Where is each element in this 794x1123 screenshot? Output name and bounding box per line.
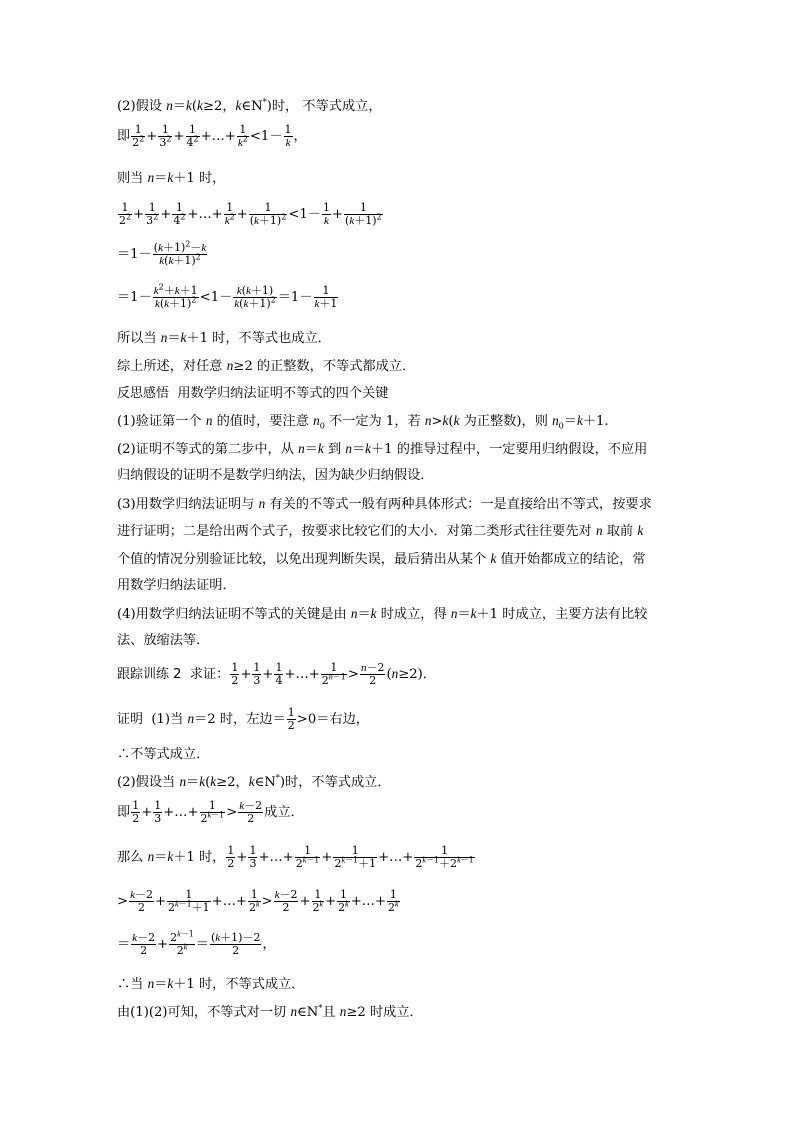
text-line: (2)证明不等式的第二步中，从 n＝k 到 n＝k＋1 的推导过程中，一定要用归纳假设，不应用 xyxy=(117,441,648,457)
text-line: 那么 n＝k＋1 时， $\frac{1}{2}$ + $\frac{1}{3}$ +…+ $\frac{1}{2^{k-1}}$ + $\frac{1}{2^{k-1}+1}$ +…+ $\frac{1}{2^{k-1}+2^{k-1}}$ xyxy=(117,844,474,870)
text-line: 个值的情况分别验证比较，以免出现判断失误，最后猜出从某个 k 值开始都成立的结论，常 xyxy=(117,551,646,567)
text-line: (4)用数学归纳法证明不等式的关键是由 n＝k 时成立，得 n＝k＋1 时成立，主要方法有比较 xyxy=(117,606,648,622)
text-line: (2)假设当 n＝k(k≥2，k∈N*)时，不等式成立． xyxy=(117,773,391,790)
text-line: 由(1)(2)可知，不等式对一切 n∈N*且 n≥2 时成立． xyxy=(117,1003,423,1020)
text-line: 则当 n＝k＋1 时， xyxy=(117,170,226,186)
text-line: ＝ $\frac{k-2}{2}$ + $\frac{2^{k-1}}{2^k}$ ＝ $\frac{(k+1)-2}{2}$ ， xyxy=(117,929,276,957)
text-line: 即 $\frac{1}{2^2}$ + $\frac{1}{3^2}$ + $\frac{1}{4^2}$ +…+ $\frac{1}{k^2}$ <1－ $\frac{1}{k}$ ， xyxy=(117,123,307,149)
text-line: > $\frac{k-2}{2}$ + $\frac{1}{2^{k-1}+1}$ +…+ $\frac{1}{2^k}$ > $\frac{k-2}{2}$ + $\frac{1}{2^k}$ + $\frac{1}{2^k}$ +…+ $\frac{1}{2^k}$ xyxy=(117,888,399,914)
text-line: $\frac{1}{2^2}$ + $\frac{1}{3^2}$ + $\frac{1}{4^2}$ +…+ $\frac{1}{k^2}$ + $\frac{1}{(k+1)^2}$ <1－ $\frac{1}{k}$ + $\frac{1}{(k+1)^2}$ xyxy=(119,201,382,227)
text-line: ∴不等式成立． xyxy=(117,747,210,762)
text-line: 所以当 n＝k＋1 时，不等式也成立． xyxy=(117,330,331,346)
text-line: 归纳假设的证明不是数学归纳法，因为缺少归纳假设． xyxy=(117,468,434,483)
text-line: 综上所述，对任意 n≥2 的正整数，不等式都成立． xyxy=(117,358,416,374)
text-line: 即 $\frac{1}{2}$ + $\frac{1}{3}$ +…+ $\frac{1}{2^{k-1}}$ > $\frac{k-2}{2}$ 成立． xyxy=(117,799,304,825)
text-line: ∴当 n＝k＋1 时，不等式成立． xyxy=(117,976,305,992)
text-line: (1)验证第一个 n 的值时，要注意 $n_0$ 不一定为 1，若 n>k(k 为正整数)，则 $n_0=k+1$. xyxy=(117,413,609,431)
text-line: (2)假设 n＝k(k≥2，k∈N*)时， 不等式成立， xyxy=(117,97,382,114)
text-line: ＝1－ $\frac{(k+1)^2-k}{k(k+1)^2}$ xyxy=(117,239,207,267)
text-line: 进行证明；二是给出两个式子，按要求比较它们的大小．对第二类形式往往要先对 n 取前 k xyxy=(117,523,644,539)
text-line: 用数学归纳法证明． xyxy=(117,578,236,593)
section-heading: 反思感悟 用数学归纳法证明不等式的四个关键 xyxy=(117,386,389,401)
text-line: 法、放缩法等． xyxy=(117,633,210,648)
exercise-heading: 跟踪训练 2 求证： $\frac{1}{2}$ + $\frac{1}{3}$ + $\frac{1}{4}$ +…+ $\frac{1}{2^{n-1}}$ > $\frac{n-2}{2}$ (n≥2)． xyxy=(117,661,436,687)
text-line: (3)用数学归纳法证明与 n 有关的不等式一般有两种具体形式：一是直接给出不等式，按要求 xyxy=(117,496,652,512)
text-line: 证明 (1)当 n＝2 时，左边＝ $\frac{1}{2}$ >0＝右边， xyxy=(117,706,369,732)
text-line: ＝1－ $\frac{k^2+k+1}{k(k+1)^2}$ <1－ $\frac{k(k+1)}{k(k+1)^2}$ ＝1－ $\frac{1}{k+1}$ xyxy=(117,282,338,310)
